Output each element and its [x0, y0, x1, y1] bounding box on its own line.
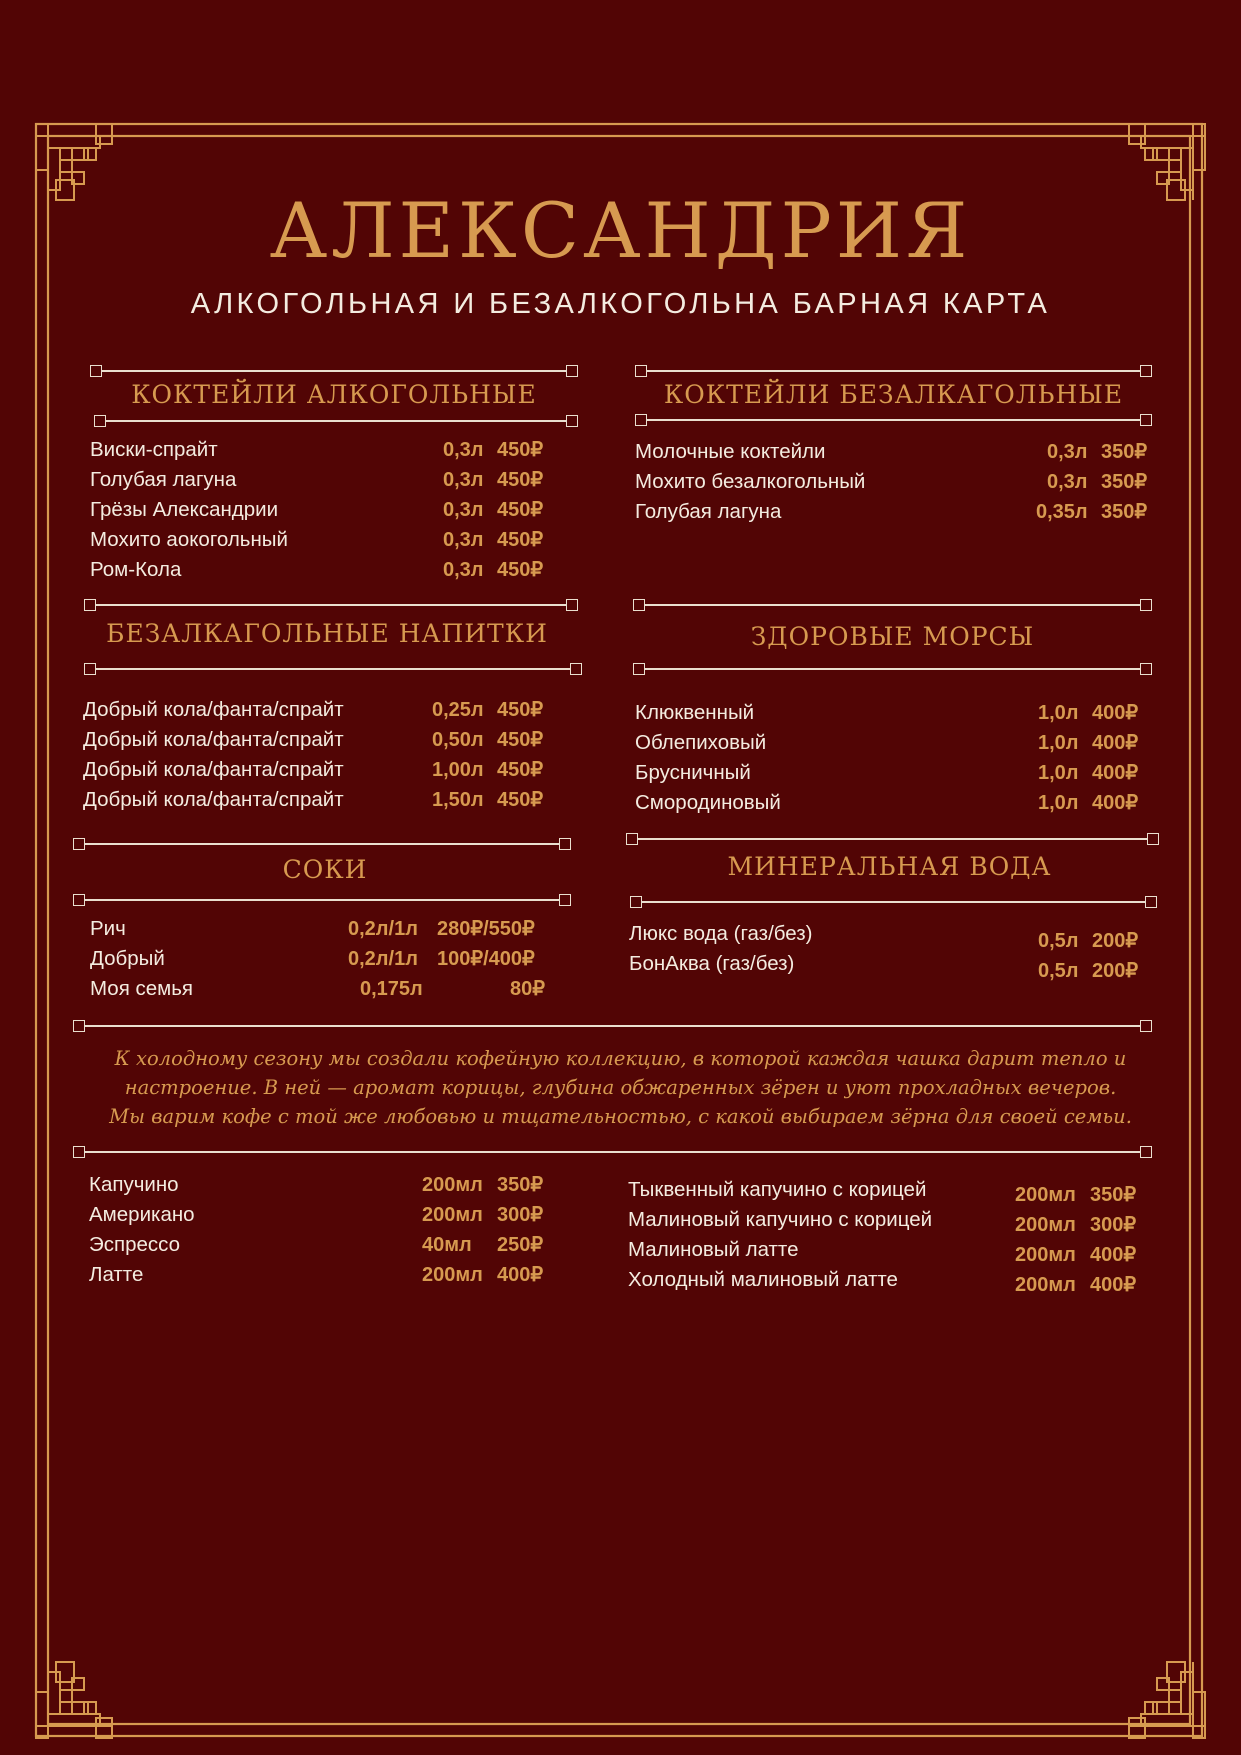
- item-name: Молочные коктейли: [635, 440, 826, 463]
- menu-item: [83, 785, 553, 815]
- menu-item: [90, 914, 560, 944]
- item-volume: 200мл: [422, 1204, 483, 1226]
- item-volume: 0,50л: [432, 729, 484, 751]
- item-name: Рич: [90, 917, 126, 940]
- divider-rule: [73, 1020, 1152, 1032]
- menu-item: [90, 465, 550, 495]
- item-price: 300₽: [497, 1204, 544, 1226]
- item-price: 350₽: [1101, 471, 1148, 493]
- item-name: Люкс вода (газ/без): [629, 922, 813, 945]
- item-name: Грёзы Александрии: [90, 498, 279, 521]
- menu-item: [635, 788, 1155, 818]
- menu-item: [89, 1230, 559, 1260]
- page-subtitle: АЛКОГОЛЬНАЯ И БЕЗАЛКОГОЛЬНА БАРНАЯ КАРТА: [190, 288, 1051, 320]
- item-volume: 0,3л: [443, 529, 484, 551]
- menu-item: [89, 1200, 559, 1230]
- item-price: 450₽: [497, 729, 544, 751]
- item-price: 400₽: [1092, 792, 1139, 814]
- item-price: 400₽: [1092, 732, 1139, 754]
- item-price: 450₽: [497, 499, 544, 521]
- menu-item: [628, 1205, 1148, 1235]
- item-price: 350₽: [1090, 1184, 1137, 1206]
- item-name: Голубая лагуна: [90, 468, 237, 491]
- item-price: 200₽: [1092, 930, 1139, 952]
- item-name: Моя семья: [90, 977, 194, 1000]
- item-name: Американо: [89, 1203, 195, 1226]
- menu-item: [83, 725, 553, 755]
- menu-item: [90, 555, 550, 585]
- menu-item: [628, 1235, 1148, 1265]
- divider-rule: [73, 1146, 1152, 1158]
- divider-rule: [73, 838, 571, 850]
- item-volume: 0,3л: [443, 499, 484, 521]
- item-price: 350₽: [1101, 501, 1148, 523]
- item-volume: 200мл: [1015, 1184, 1076, 1206]
- item-price: 400₽: [1090, 1244, 1137, 1266]
- item-name: Добрый кола/фанта/спрайт: [83, 788, 344, 811]
- item-price: 450₽: [497, 759, 544, 781]
- item-name: Малиновый капучино с корицей: [628, 1208, 933, 1231]
- divider-rule: [633, 599, 1152, 611]
- menu-list-alc-cocktails: [90, 435, 550, 585]
- item-volume: 0,3л: [443, 469, 484, 491]
- menu-item: [90, 944, 560, 974]
- item-price: 200₽: [1092, 960, 1139, 982]
- divider-rule: [626, 833, 1159, 845]
- menu-item: [628, 1265, 1148, 1295]
- divider-rule: [94, 415, 578, 427]
- item-name: Добрый кола/фанта/спрайт: [83, 698, 344, 721]
- item-name: Клюквенный: [635, 701, 755, 724]
- item-price: 400₽: [1092, 762, 1139, 784]
- intro-line: Мы варим кофе с той же любовью и тщательностью, с какой выбираем зёрна для своей семьи.: [109, 1105, 1132, 1128]
- menu-list-morses: [635, 698, 1155, 818]
- item-name: Мохито аокогольный: [90, 528, 288, 551]
- menu-list-water: [629, 919, 1139, 982]
- item-volume: 0,3л: [1047, 441, 1088, 463]
- item-price: 400₽: [1090, 1274, 1137, 1296]
- item-price: 400₽: [1092, 702, 1139, 724]
- menu-list-juices: [90, 914, 560, 1004]
- item-price: 450₽: [497, 699, 544, 721]
- item-name: БонАква (газ/без): [629, 952, 795, 975]
- intro-line: настроение. В ней — аромат корицы, глубина обжаренных зёрен и уют прохладных вечеров.: [124, 1076, 1117, 1099]
- item-volume: 0,3л: [443, 439, 484, 461]
- item-price: 250₽: [497, 1234, 544, 1256]
- item-volume: 1,50л: [432, 789, 484, 811]
- item-name: Виски-спрайт: [90, 438, 218, 461]
- item-volume: 1,00л: [432, 759, 484, 781]
- item-name: Латте: [89, 1263, 144, 1286]
- menu-item: [635, 758, 1155, 788]
- item-price: 300₽: [1090, 1214, 1137, 1236]
- item-name: Тыквенный капучино с корицей: [628, 1178, 927, 1201]
- item-volume: 1,0л: [1038, 702, 1079, 724]
- item-volume: 1,0л: [1038, 732, 1079, 754]
- divider-rule: [84, 663, 582, 675]
- item-volume: 200мл: [422, 1264, 483, 1286]
- item-volume: 1,0л: [1038, 762, 1079, 784]
- item-volume: 40мл: [422, 1234, 472, 1256]
- item-name: Облепиховый: [635, 731, 767, 754]
- page-title: АЛЕКСАНДРИЯ: [269, 186, 972, 275]
- menu-item: [89, 1170, 559, 1200]
- section-title-alc-cocktails: КОКТЕЙЛИ АЛКОГОЛЬНЫЕ: [131, 380, 537, 409]
- item-price: 280₽/550₽: [437, 918, 535, 940]
- item-price: 450₽: [497, 439, 544, 461]
- menu-item: [90, 495, 550, 525]
- menu-list-coffee-right: [628, 1175, 1148, 1295]
- menu-list-nonalc-cocktails: [635, 437, 1155, 527]
- item-name: Добрый: [90, 947, 165, 970]
- item-price: 400₽: [497, 1264, 544, 1286]
- menu-item: [83, 755, 553, 785]
- menu-list-soft-drinks: [83, 695, 553, 815]
- section-title-nonalc-cocktails: КОКТЕЙЛИ БЕЗАЛКАГОЛЬНЫЕ: [663, 380, 1124, 409]
- item-volume: 0,3л: [1047, 471, 1088, 493]
- menu-item: [635, 728, 1155, 758]
- menu-item: [635, 497, 1155, 527]
- section-title-morses: ЗДОРОВЫЕ МОРСЫ: [750, 622, 1035, 651]
- menu-item: [90, 525, 550, 555]
- item-name: Эспрессо: [89, 1233, 181, 1256]
- divider-rule: [73, 894, 571, 906]
- menu-item: [629, 949, 1139, 982]
- menu-item: [635, 437, 1155, 467]
- section-title-water: МИНЕРАЛЬНАЯ ВОДА: [727, 852, 1052, 881]
- item-price: 450₽: [497, 529, 544, 551]
- item-name: Голубая лагуна: [635, 500, 782, 523]
- menu-item: [635, 698, 1155, 728]
- item-price: 450₽: [497, 469, 544, 491]
- item-price: 80₽: [510, 978, 545, 1000]
- item-volume: 1,0л: [1038, 792, 1079, 814]
- menu-item: [89, 1260, 559, 1290]
- item-name: Ром-Кола: [90, 558, 182, 581]
- menu-list-coffee-left: [89, 1170, 559, 1290]
- item-volume: 0,5л: [1038, 930, 1079, 952]
- item-volume: 0,3л: [443, 559, 484, 581]
- item-name: Добрый кола/фанта/спрайт: [83, 758, 344, 781]
- item-price: 450₽: [497, 789, 544, 811]
- item-name: Добрый кола/фанта/спрайт: [83, 728, 344, 751]
- item-name: Смородиновый: [635, 791, 781, 814]
- item-name: Холодный малиновый латте: [628, 1268, 898, 1291]
- item-volume: 0,25л: [432, 699, 484, 721]
- intro-line: К холодному сезону мы создали кофейную коллекцию, в которой каждая чашка дарит тепло и: [114, 1047, 1127, 1070]
- divider-rule: [630, 896, 1157, 908]
- divider-rule: [635, 365, 1152, 377]
- item-volume: 0,5л: [1038, 960, 1079, 982]
- item-price: 350₽: [497, 1174, 544, 1196]
- item-volume: 0,2л/1л: [348, 918, 418, 940]
- section-title-juices: СОКИ: [282, 855, 368, 884]
- item-name: Брусничный: [635, 761, 751, 784]
- item-volume: 0,35л: [1036, 501, 1088, 523]
- menu-item: [83, 695, 553, 725]
- item-volume: 0,2л/1л: [348, 948, 418, 970]
- item-price: 350₽: [1101, 441, 1148, 463]
- item-volume: 200мл: [1015, 1274, 1076, 1296]
- divider-rule: [635, 414, 1152, 426]
- divider-rule: [633, 663, 1152, 675]
- item-name: Малиновый латте: [628, 1238, 799, 1261]
- item-volume: 200мл: [422, 1174, 483, 1196]
- item-price: 450₽: [497, 559, 544, 581]
- divider-rule: [84, 599, 578, 611]
- item-volume: 200мл: [1015, 1244, 1076, 1266]
- item-name: Капучино: [89, 1173, 179, 1196]
- coffee-intro-text: [70, 1044, 1171, 1131]
- menu-item: [628, 1175, 1148, 1205]
- menu-item: [635, 467, 1155, 497]
- section-title-soft-drinks: БЕЗАЛКАГОЛЬНЫЕ НАПИТКИ: [106, 619, 548, 648]
- divider-rule: [90, 365, 578, 377]
- item-volume: 0,175л: [360, 978, 423, 1000]
- item-name: Мохито безалкогольный: [635, 470, 866, 493]
- item-price: 100₽/400₽: [437, 948, 535, 970]
- menu-item: [90, 974, 560, 1004]
- menu-item: [90, 435, 550, 465]
- item-volume: 200мл: [1015, 1214, 1076, 1236]
- menu-item: [629, 919, 1139, 952]
